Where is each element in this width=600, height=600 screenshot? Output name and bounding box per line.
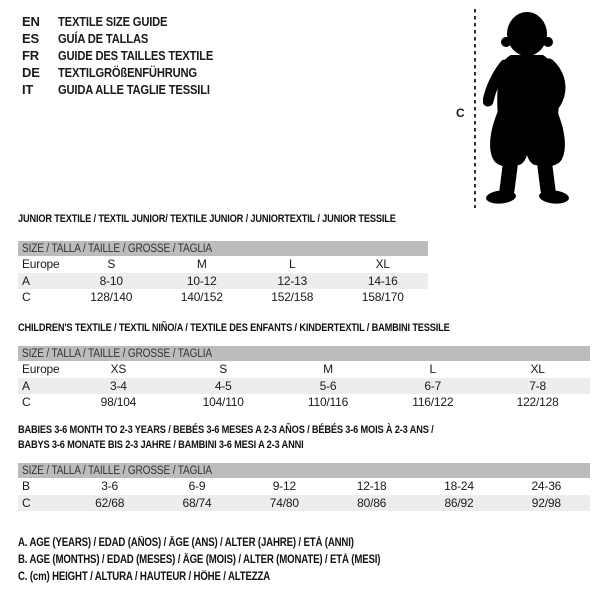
language-code: IT bbox=[22, 82, 34, 97]
table-cell: 158/170 bbox=[361, 290, 404, 305]
table-row bbox=[18, 273, 428, 290]
table-row bbox=[18, 361, 590, 378]
babies-table-title bbox=[18, 423, 433, 453]
table-cell: 68/74 bbox=[182, 495, 212, 510]
language-row bbox=[22, 47, 238, 64]
table-cell: 12-13 bbox=[277, 273, 308, 288]
table-cell: XL bbox=[530, 362, 545, 377]
table-cell: 152/158 bbox=[271, 290, 314, 305]
table-row bbox=[18, 289, 428, 306]
language-title: TEXTILE SIZE GUIDE bbox=[58, 14, 168, 29]
language-code: EN bbox=[22, 14, 40, 29]
row-label: C bbox=[22, 290, 31, 305]
table-cell: 116/122 bbox=[412, 395, 454, 410]
language-title: GUÍA DE TALLAS bbox=[58, 31, 149, 46]
size-header-label: SIZE / TALLA / TAILLE / GRÖSSE / TAGLIA bbox=[22, 464, 212, 477]
table-cell: 74/80 bbox=[269, 495, 299, 510]
table-cell: S bbox=[219, 362, 228, 377]
table-row bbox=[18, 478, 590, 495]
babies-size-table bbox=[18, 463, 590, 511]
table-row bbox=[18, 495, 590, 512]
babies-title-line1: BABIES 3-6 MONTH TO 2-3 YEARS / BEBÉS 3-6 MESES A 2-3 AÑOS / BÉBÉS 3-6 MOIS À 2-3 ANS / bbox=[18, 424, 434, 436]
row-label: A bbox=[22, 273, 30, 288]
table-cell: 12-18 bbox=[356, 479, 387, 494]
table-cell: 3-6 bbox=[101, 479, 119, 494]
children-table-title: CHILDREN'S TEXTILE / TEXTIL NIÑO/A / TEXTILE DES ENFANTS / KINDERTEXTIL / BAMBINI TESSILE bbox=[18, 322, 450, 334]
language-code: ES bbox=[22, 31, 39, 46]
language-row bbox=[22, 81, 238, 98]
table-row bbox=[18, 256, 428, 273]
row-label: Europe bbox=[22, 362, 60, 377]
junior-size-table bbox=[18, 241, 428, 306]
table-cell: 92/98 bbox=[531, 495, 561, 510]
babies-title-line2: BABYS 3-6 MONATE BIS 2-3 JAHRE / BAMBINI 3-6 MESI A 2-3 ANNI bbox=[18, 439, 304, 451]
row-label: Europe bbox=[22, 257, 60, 272]
language-row bbox=[22, 64, 238, 81]
height-letter: C bbox=[456, 106, 465, 120]
table-cell: L bbox=[429, 362, 437, 377]
table-cell: 4-5 bbox=[214, 378, 232, 393]
table-cell: XL bbox=[375, 257, 390, 272]
language-code: FR bbox=[22, 48, 39, 63]
table-cell: M bbox=[196, 257, 207, 272]
footnotes bbox=[18, 534, 449, 586]
language-title: GUIDA ALLE TAGLIE TESSILI bbox=[58, 82, 210, 97]
height-dashed-line bbox=[474, 9, 476, 208]
table-cell: L bbox=[289, 257, 296, 272]
table-cell: 14-16 bbox=[367, 273, 398, 288]
table-cell: 9-12 bbox=[272, 479, 296, 494]
table-cell: 6-7 bbox=[424, 378, 442, 393]
table-cell: 3-4 bbox=[110, 378, 127, 393]
table-cell: 80/86 bbox=[357, 495, 387, 510]
table-cell: 122/128 bbox=[516, 395, 559, 410]
language-row bbox=[22, 13, 238, 30]
language-row bbox=[22, 30, 238, 47]
table-cell: 6-9 bbox=[188, 479, 206, 494]
table-cell: 7-8 bbox=[529, 378, 546, 393]
footnote-b: B. AGE (MONTHS) / EDAD (MESES) / ÂGE (MOIS) / ALTER (MONATE) / ETÀ (MESI) bbox=[18, 553, 381, 566]
table-cell: 10-12 bbox=[186, 273, 217, 288]
language-list bbox=[22, 13, 238, 98]
row-label: C bbox=[22, 495, 31, 510]
language-code: DE bbox=[22, 65, 40, 80]
language-title: TEXTILGRÖßENFÜHRUNG bbox=[58, 65, 197, 80]
table-cell: 98/104 bbox=[100, 395, 137, 410]
row-label: A bbox=[22, 378, 30, 393]
children-size-table bbox=[18, 346, 590, 411]
table-cell: S bbox=[107, 257, 116, 272]
table-cell: 110/116 bbox=[307, 395, 349, 410]
table-cell: 8-10 bbox=[99, 273, 123, 288]
table-cell: 128/140 bbox=[90, 290, 133, 305]
table-cell: XS bbox=[110, 362, 127, 377]
table-cell: 104/110 bbox=[202, 395, 244, 410]
table-cell: 86/92 bbox=[444, 495, 474, 510]
table-cell: 24-36 bbox=[531, 479, 562, 494]
footnote-c: C. (cm) HEIGHT / ALTURA / HAUTEUR / HÖHE / ALTEZZA bbox=[18, 571, 271, 584]
table-cell: 5-6 bbox=[319, 378, 337, 393]
table-cell: 62/68 bbox=[95, 495, 125, 510]
footnote-a: A. AGE (YEARS) / EDAD (AÑOS) / ÂGE (ANS) / ALTER (JAHRE) / ETÀ (ANNI) bbox=[18, 536, 354, 549]
junior-table-title: JUNIOR TEXTILE / TEXTIL JUNIOR/ TEXTILE JUNIOR / JUNIORTEXTIL / JUNIOR TESSILE bbox=[18, 213, 396, 225]
table-cell: 140/152 bbox=[180, 290, 223, 305]
table-row bbox=[18, 394, 590, 411]
table-cell: M bbox=[323, 362, 333, 377]
row-label: C bbox=[22, 395, 31, 410]
toddler-silhouette-icon bbox=[483, 9, 573, 205]
size-header-label: SIZE / TALLA / TAILLE / GRÖSSE / TAGLIA bbox=[22, 242, 212, 255]
size-header-bar bbox=[18, 346, 590, 361]
table-row bbox=[18, 378, 590, 395]
row-label: B bbox=[22, 479, 30, 494]
table-cell: 18-24 bbox=[444, 479, 474, 494]
language-title: GUIDE DES TAILLES TEXTILE bbox=[58, 48, 214, 63]
size-header-bar bbox=[18, 463, 590, 478]
size-header-label: SIZE / TALLA / TAILLE / GRÖSSE / TAGLIA bbox=[22, 347, 212, 360]
size-header-bar bbox=[18, 241, 428, 256]
